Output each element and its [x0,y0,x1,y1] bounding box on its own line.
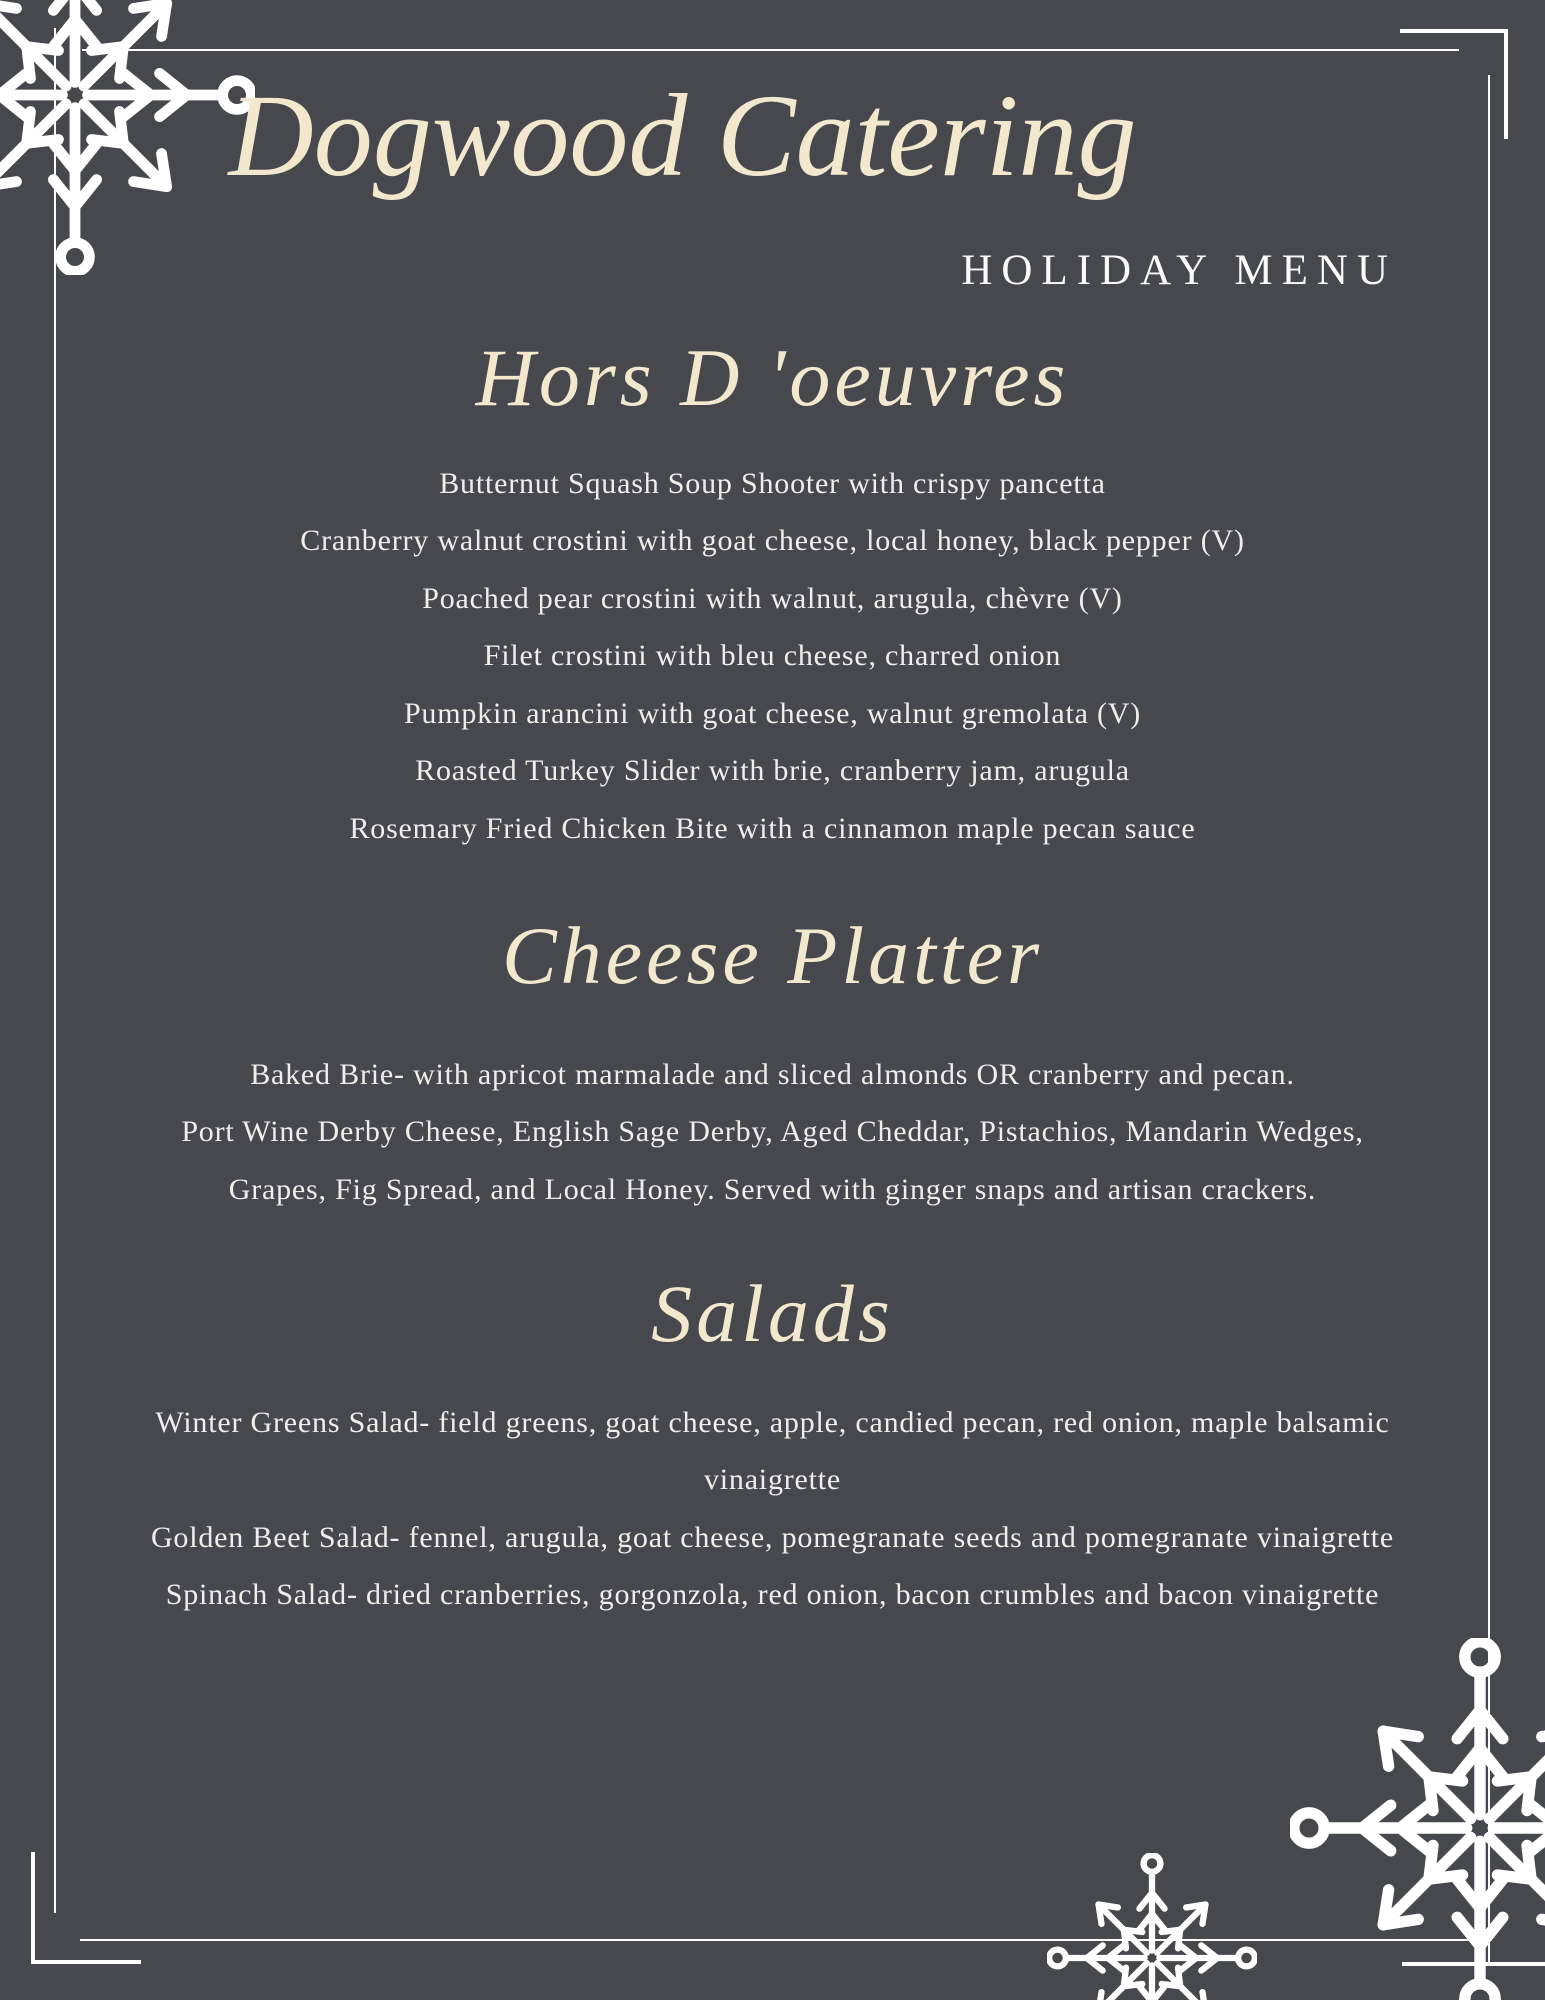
menu-item: Butternut Squash Soup Shooter with crispy pancetta [439,466,1106,500]
cheese-platter-items [173,1046,1373,1219]
menu-item: Rosemary Fried Chicken Bite with a cinnamon maple pecan sauce [349,811,1196,845]
menu-item: Spinach Salad- dried cranberries, gorgonzola, red onion, bacon crumbles and bacon vinaigrette [165,1578,1380,1612]
menu-item: Cranberry walnut crostini with goat cheese, local honey, black pepper (V) [300,524,1245,558]
menu-item: Winter Greens Salad- field greens, goat cheese, apple, candied pecan, red onion, maple balsamic vinaigrette [155,1405,1390,1497]
hors-doeuvres-items [133,455,1413,858]
section-salads [0,1263,1545,1624]
section-hors-doeuvres [0,327,1545,857]
brand-title: Dogwood Catering [228,70,1137,201]
section-title-salads: Salads [651,1268,894,1360]
menu-item: Port Wine Derby Cheese, English Sage Derby, Aged Cheddar, Pistachios, Mandarin Wedges, Grapes, Fig Spread, and Local Honey. Served with ginger snaps and artisan crackers. [181,1115,1364,1206]
menu-header [0,62,1545,297]
section-title-cheese-platter: Cheese Platter [501,910,1044,1002]
section-title-hors-doeuvres: Hors D 'oeuvres [475,332,1070,424]
menu-item: Pumpkin arancini with goat cheese, walnut gremolata (V) [403,696,1142,730]
salads-items [108,1394,1438,1624]
menu-item: Roasted Turkey Slider with brie, cranberry jam, arugula [415,754,1130,788]
menu-item: Golden Beet Salad- fennel, arugula, goat cheese, pomegranate seeds and pomegranate vinaigrette [150,1520,1395,1554]
section-cheese-platter [0,905,1545,1218]
menu-subtitle: HOLIDAY MENU [961,246,1397,294]
menu-item: Filet crostini with bleu cheese, charred onion [483,639,1062,673]
menu-item: Poached pear crostini with walnut, arugula, chèvre (V) [422,581,1123,615]
menu-item: Baked Brie- with apricot marmalade and sliced almonds OR cranberry and pecan. [250,1057,1295,1091]
